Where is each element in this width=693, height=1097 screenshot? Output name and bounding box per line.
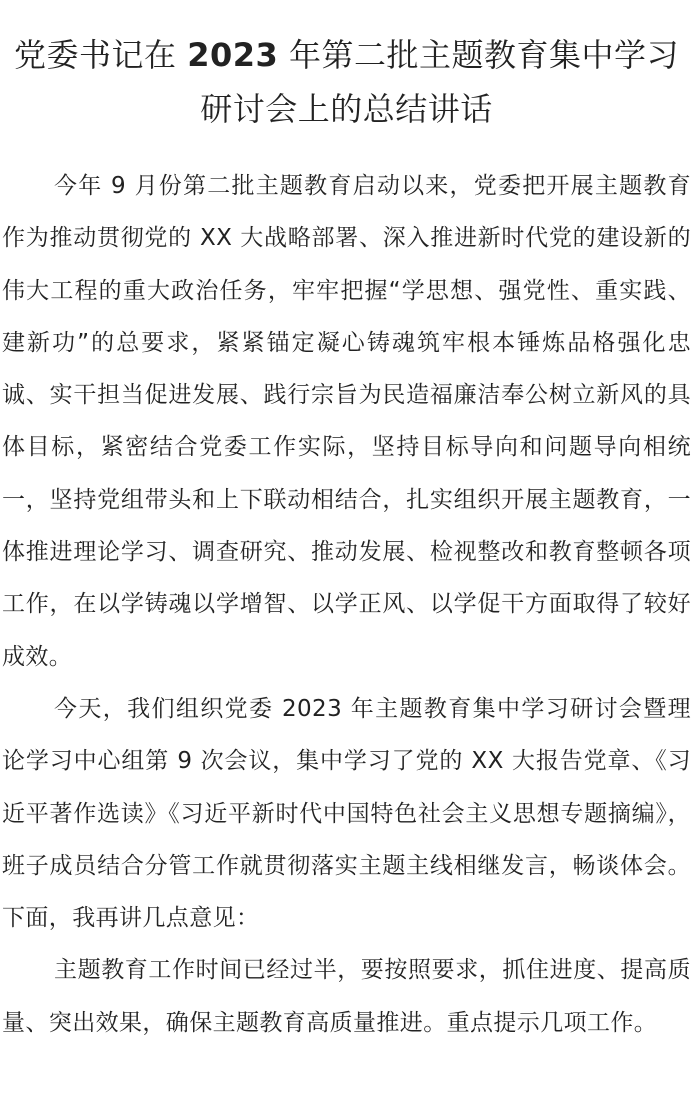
paragraph-2: 今天，我们组织党委 2023 年主题教育集中学习研讨会暨理论学习中心组第 9 次会议，集中学习了党的 XX 大报告党章、《习近平著作选读》《习近平新时代中国特色社会主义思想专题摘编》，班子成员结合分管工作就贯彻落实主题主线相继发言，畅谈体会。下面，我再讲几点意见： — [2, 695, 691, 932]
document-body — [2, 160, 691, 1049]
paragraph-3: 主题教育工作时间已经过半，要按照要求，抓住进度、提高质量、突出效果，确保主题教育高质量推进。重点提示几项工作。 — [2, 957, 691, 1036]
title-year: 2023 — [187, 36, 279, 74]
title-suffix: 年第二批主题教育集中学习研讨会上的总结讲话 — [200, 36, 679, 128]
paragraph-1: 今年 9 月份第二批主题教育启动以来，党委把开展主题教育作为推动贯彻党的 XX 大战略部署、深入推进新时代党的建设新的伟大工程的重大政治任务，牢牢把握“学思想、强党性、重实践、建新功”的总要求，紧紧锚定凝心铸魂筑牢根本锤炼品格强化忠诚、实干担当促进发展、践行宗旨为民造福廉洁奉公树立新风的具体目标，紧密结合党委工作实际，坚持目标导向和问题导向相统一，坚持党组带头和上下联动相结合，扎实组织开展主题教育，一体推进理论学习、调查研究、推动发展、检视整改和教育整顿各项工作，在以学铸魂以学增智、以学正风、以学促干方面取得了较好成效。 — [2, 173, 691, 670]
document-title — [2, 28, 691, 136]
title-prefix: 党委书记在 — [14, 36, 188, 74]
